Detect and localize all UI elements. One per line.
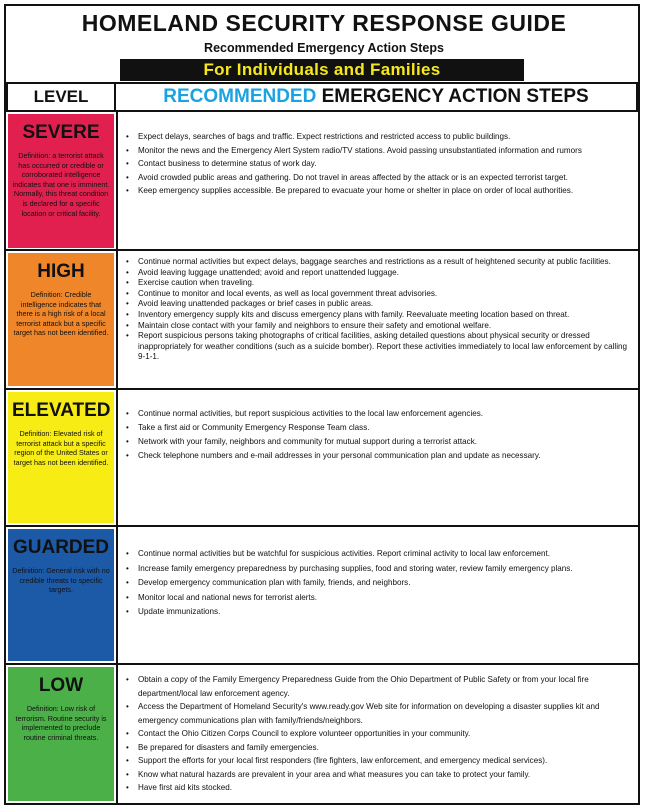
step-item: • Avoid crowded public areas and gathering. Do not travel in areas affected by the attack or is an expected terrorist target. xyxy=(138,171,632,185)
level-definition: Definition: Elevated risk of terrorist attack but a specific region of the United States or target has not been identified. xyxy=(13,429,109,467)
step-item: • Monitor local and national news for terrorist alerts. xyxy=(138,591,632,606)
level-column-header: LEVEL xyxy=(6,82,116,112)
steps-cell-severe xyxy=(116,112,638,250)
step-item: • Continue normal activities but be watchful for suspicious activities. Report criminal activity to local law enforcement. xyxy=(138,547,632,562)
step-item: • Avoid leaving unattended packages or brief cases in public areas. xyxy=(138,299,632,310)
level-cell-low xyxy=(8,667,114,801)
step-item: • Monitor the news and the Emergency Alert System radio/TV stations. Avoid passing unsubstantiated information and rumors xyxy=(138,144,632,158)
step-item: • Continue to monitor and local events, as well as local government threat advisories. xyxy=(138,289,632,300)
steps-cell-high xyxy=(116,251,638,388)
audience-banner: For Individuals and Families xyxy=(120,59,524,81)
level-cell-high xyxy=(8,253,114,386)
page-subtitle: Recommended Emergency Action Steps xyxy=(204,41,444,55)
step-item: • Report suspicious persons taking photographs of critical facilities, asking detailed questions about physical security or dressed inappropriately for weather conditions (such as a suicide bomber). Report these activities immediately to local law enforcement by calling 9-1-1. xyxy=(138,331,632,363)
step-item: • Avoid leaving luggage unattended; avoid and report unattended luggage. xyxy=(138,268,632,279)
step-item: • Have first aid kits stocked. xyxy=(138,781,632,795)
step-item: • Network with your family, neighbors and community for mutual support during a terrorist attack. xyxy=(138,435,632,449)
level-cell-severe xyxy=(8,114,114,248)
level-definition: Definition: Credible intelligence indicates that there is a high risk of a local terrorist attack but a specific target has not been identified. xyxy=(13,290,109,338)
steps-column-header xyxy=(116,82,638,112)
step-item: • Take a first aid or Community Emergency Response Team class. xyxy=(138,421,632,435)
level-name: SEVERE xyxy=(22,122,100,143)
step-item: • Update immunizations. xyxy=(138,605,632,620)
step-item: • Develop emergency communication plan with family, friends, and neighbors. xyxy=(138,576,632,591)
page-title: HOMELAND SECURITY RESPONSE GUIDE xyxy=(81,10,567,36)
level-definition: Definition: General risk with no credible threats to specific targets. xyxy=(12,566,110,595)
steps-cell-guarded xyxy=(116,527,638,663)
row-elevated xyxy=(6,390,638,525)
row-severe xyxy=(6,112,638,250)
steps-cell-low xyxy=(116,665,638,803)
step-item: • Access the Department of Homeland Security's www.ready.gov Web site for information on developing a disaster supplies kit and emergency communications plan with family/friends/neighbors. xyxy=(138,700,632,727)
step-item: • Continue normal activities, but report suspicious activities to the local law enforcement agencies. xyxy=(138,407,632,421)
level-definition: Definition: Low risk of terrorism. Routine security is implemented to preclude routine criminal threats. xyxy=(15,704,107,742)
level-name: ELEVATED xyxy=(12,400,111,421)
steps-cell-elevated xyxy=(116,390,638,525)
step-item: • Contact the Ohio Citizen Corps Council to explore volunteer opportunities in your community. xyxy=(138,727,632,741)
row-low xyxy=(6,665,638,803)
step-item: • Obtain a copy of the Family Emergency Preparedness Guide from the Ohio Department of Public Safety or from your local fire department/local law enforcement agency. xyxy=(138,673,632,700)
step-item: • Keep emergency supplies accessible. Be prepared to evacuate your home or shelter in place on order of local authorities. xyxy=(138,184,632,198)
level-cell-guarded xyxy=(8,529,114,661)
row-guarded xyxy=(6,527,638,663)
step-item: • Know what natural hazards are prevalent in your area and what measures you can take to protect your family. xyxy=(138,768,632,782)
step-item: • Exercise caution when traveling. xyxy=(138,278,632,289)
step-item: • Continue normal activities but expect delays, baggage searches and restrictions as a result of heightened security at public facilities. xyxy=(138,257,632,268)
steps-header-accent: RECOMMENDED xyxy=(163,86,317,107)
level-definition: Definition: a terrorist attack has occurred or credible or corroborated intelligence indicates that one is imminent. Normally, this threat condition is declared for a specific location or critical facility. xyxy=(12,151,110,218)
step-item: • Inventory emergency supply kits and discuss emergency plans with family. Reevaluate meeting location based on threat. xyxy=(138,310,632,321)
step-item: • Contact business to determine status of work day. xyxy=(138,157,632,171)
step-item: • Increase family emergency preparedness by purchasing supplies, food and storing water, review family emergency plans. xyxy=(138,562,632,577)
level-cell-elevated xyxy=(8,392,114,523)
step-item: • Expect delays, searches of bags and traffic. Expect restrictions and restricted access to public buildings. xyxy=(138,130,632,144)
level-name: HIGH xyxy=(37,261,85,282)
step-item: • Maintain close contact with your family and neighbors to ensure their safety and emotional welfare. xyxy=(138,321,632,332)
step-item: • Be prepared for disasters and family emergencies. xyxy=(138,741,632,755)
steps-header-rest: EMERGENCY ACTION STEPS xyxy=(321,86,589,107)
level-name: LOW xyxy=(38,675,84,696)
step-item: • Check telephone numbers and e-mail addresses in your personal communication plan and update as necessary. xyxy=(138,449,632,463)
row-high xyxy=(6,251,638,388)
step-item: • Support the efforts for your local first responders (fire fighters, law enforcement, and emergency medical services). xyxy=(138,754,632,768)
level-name: GUARDED xyxy=(12,537,110,558)
